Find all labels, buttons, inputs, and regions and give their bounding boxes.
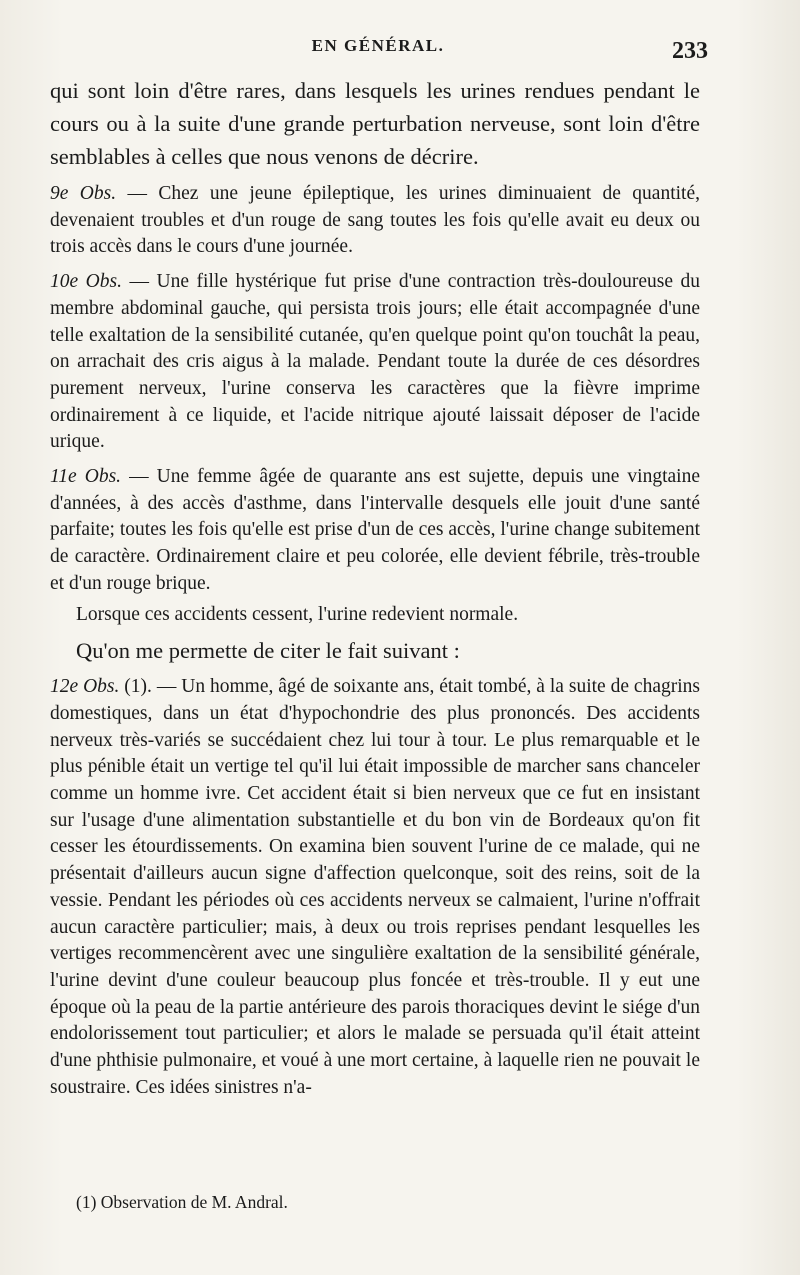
observation-9 [50, 181, 700, 261]
observation-text: — Une femme âgée de quarante ans est sujette, depuis une vingtaine d'années, à des accès d'asthme, dans l'intervalle desquels elle jouit d'une santé parfaite; toutes les fois qu'elle est prise d'un de ces accès, l'urine change subitement de caractère. Ordinairement claire et peu colorée, elle devient fébrile, très-trouble et d'un rouge brique. [50, 466, 700, 594]
running-title: EN GÉNÉRAL. [311, 36, 445, 55]
observation-text: — Un homme, âgé de soixante ans, était tombé, à la suite de chagrins domestiques, dans un état d'hypochondrie des plus prononcés. Des accidents nerveux très-variés se succédaient chez lui tour à tour. Le plus remarquable et le plus pénible était un vertige tel qu'il lui était impossible de marcher sans chanceler comme un homme ivre. Cet accident était si bien nerveux que ce fut en insistant sur l'usage d'une alimentation substantielle et du bon vin de Bordeaux qu'on fit cesser les étourdissements. On examina bien souvent l'urine de ce malade, qui ne présentait d'ailleurs aucun signe d'affection quelconque, soit des reins, soit de la vessie. Pendant les périodes où ces accidents nerveux se calmaient, l'urine n'offrait aucun caractère particulier; mais, à deux ou trois reprises pendant lesquelles les vertiges recommencèrent avec une singulière exaltation de la sensibilité générale, l'urine devint d'une couleur beaucoup plus foncée et très-trouble. Il y eut une époque où la peau de la partie antérieure des parois thoraciques devint le siége d'un endolorissement tout particulier; et alors le malade se persuada qu'il était atteint d'une phthisie pulmonaire, et voué à une mort certaine, à laquelle rien ne pouvait le soustraire. Ces idées sinistres n'a- [50, 676, 700, 1098]
observation-11-conclusion: Lorsque ces accidents cessent, l'urine redevient normale. [76, 603, 519, 625]
observation-11 [50, 464, 700, 598]
observation-label: 12e Obs. [50, 676, 120, 698]
footnote-reference: (1). [119, 676, 152, 698]
observation-10 [50, 269, 700, 456]
observation-text: — Une fille hystérique fut prise d'une contraction très-douloureuse du membre abdominal gauche, qui persista trois jours; elle était accompagnée d'une telle exaltation de la sensibilité cutanée, qu'en quelque point qu'on touchât la peau, on arrachait des cris aigus à la malade. Pendant toute la durée de ces désordres purement nerveux, l'urine conserva les caractères que la fièvre imprime ordinairement à ce liquide, et l'acide nitrique ajouté laissait déposer de l'acide urique. [50, 271, 700, 453]
observation-label: 10e Obs. [50, 271, 122, 293]
observation-label: 11e Obs. [50, 466, 122, 488]
body-text [50, 74, 700, 1102]
page-header [48, 32, 708, 66]
observation-12 [50, 674, 700, 1101]
page-number: 233 [672, 38, 708, 64]
intro-line: Qu'on me permette de citer le fait suivant : [76, 638, 460, 664]
observation-text: — Chez une jeune épileptique, les urines diminuaient de quantité, devenaient troubles et d'un rouge de sang toutes les fois qu'elle avait eu deux ou trois accès dans le cours d'une journée. [50, 183, 700, 258]
footnote: (1) Observation de M. Andral. [76, 1192, 288, 1212]
observation-label: 9e Obs. [50, 183, 117, 204]
lead-paragraph: qui sont loin d'être rares, dans lesquels les urines rendues pendant le cours ou à la suite d'une grande perturbation nerveuse, sont loin d'être semblables à celles que nous venons de décrire. [50, 78, 700, 169]
